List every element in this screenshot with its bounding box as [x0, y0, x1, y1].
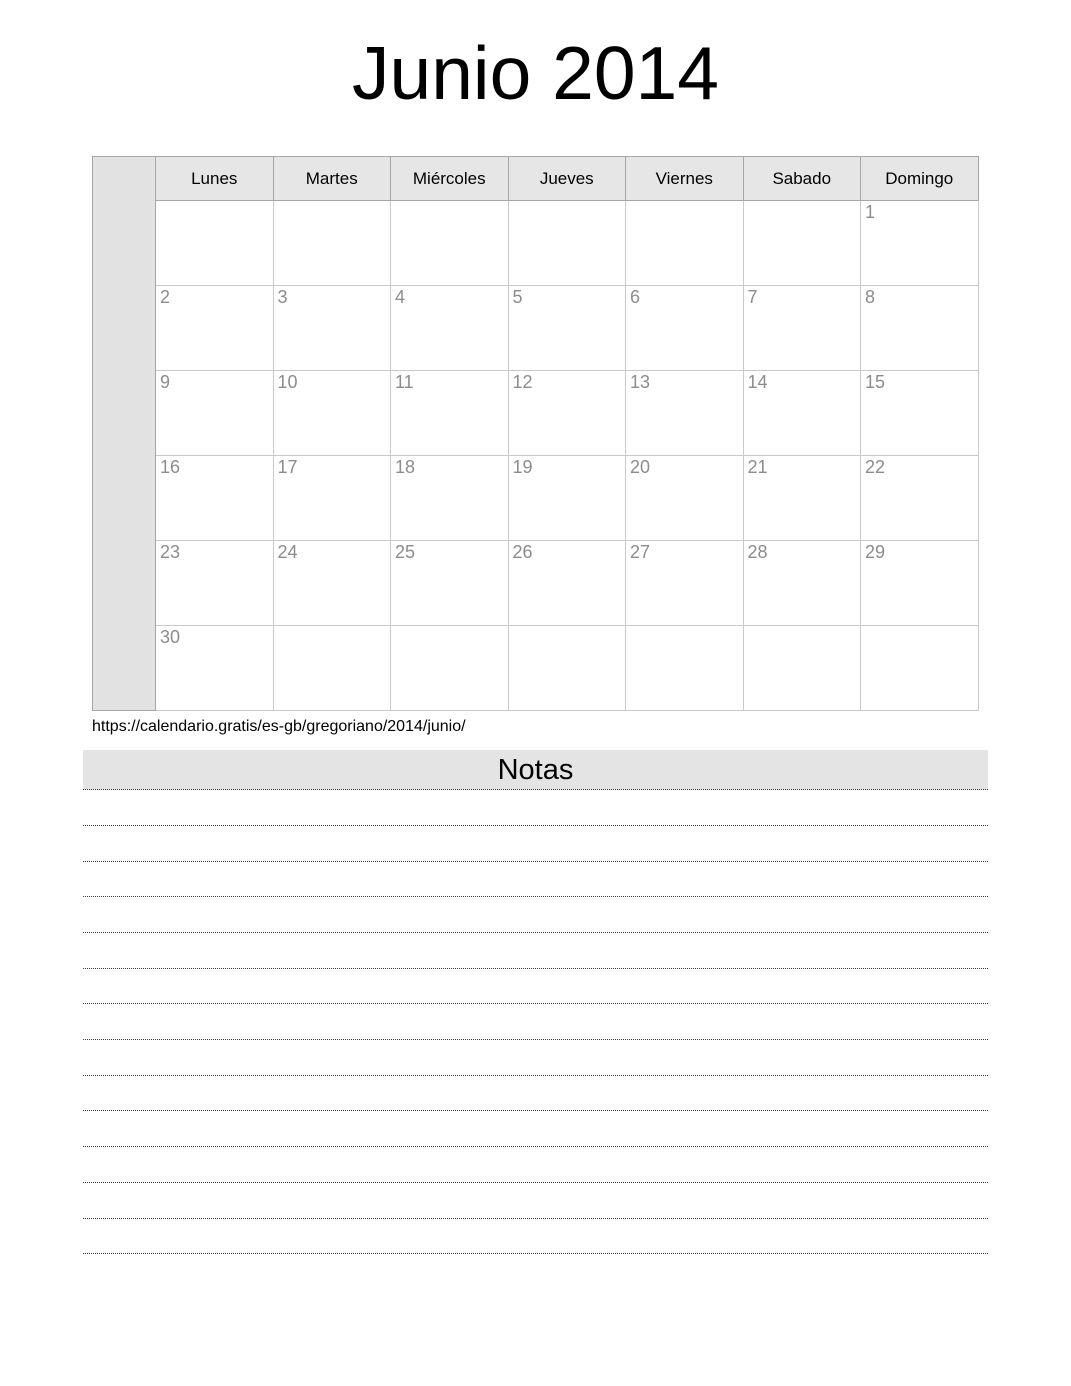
calendar-day-cell: 26 — [508, 541, 626, 626]
day-header-monday: Lunes — [156, 157, 274, 201]
calendar-day-cell: 29 — [861, 541, 979, 626]
note-line — [83, 1147, 988, 1183]
calendar-day-cell: 24 — [273, 541, 391, 626]
week-number-column — [93, 157, 156, 711]
calendar-day-cell — [626, 626, 744, 711]
calendar-day-cell: 19 — [508, 456, 626, 541]
day-header-sunday: Domingo — [861, 157, 979, 201]
calendar-day-cell: 15 — [861, 371, 979, 456]
calendar-day-cell: 30 — [156, 626, 274, 711]
calendar-day-cell: 6 — [626, 286, 744, 371]
calendar-day-cell: 7 — [743, 286, 861, 371]
day-header-tuesday: Martes — [273, 157, 391, 201]
calendar-day-cell — [508, 626, 626, 711]
calendar-day-cell: 25 — [391, 541, 509, 626]
calendar-day-cell — [273, 626, 391, 711]
day-header-friday: Viernes — [626, 157, 744, 201]
calendar-day-cell: 21 — [743, 456, 861, 541]
day-header-wednesday: Miércoles — [391, 157, 509, 201]
note-line — [83, 1219, 988, 1255]
calendar-day-cell: 3 — [273, 286, 391, 371]
calendar-day-cell: 13 — [626, 371, 744, 456]
calendar-day-cell: 16 — [156, 456, 274, 541]
calendar-day-cell — [743, 626, 861, 711]
calendar-day-cell: 1 — [861, 201, 979, 286]
calendar-day-cell — [391, 201, 509, 286]
calendar-table — [92, 156, 979, 711]
note-line — [83, 826, 988, 862]
page-title: Junio 2014 — [352, 31, 719, 115]
calendar-day-cell — [391, 626, 509, 711]
calendar-day-cell — [156, 201, 274, 286]
calendar-day-cell: 14 — [743, 371, 861, 456]
calendar-day-cell: 18 — [391, 456, 509, 541]
calendar-day-cell: 8 — [861, 286, 979, 371]
calendar-day-cell — [626, 201, 744, 286]
calendar-week-row — [93, 456, 979, 541]
calendar-day-cell: 28 — [743, 541, 861, 626]
note-line — [83, 1183, 988, 1219]
calendar-week-row — [93, 371, 979, 456]
note-line — [83, 933, 988, 969]
calendar-week-row — [93, 541, 979, 626]
calendar-week-row — [93, 201, 979, 286]
calendar-day-cell: 20 — [626, 456, 744, 541]
note-line — [83, 1004, 988, 1040]
note-line — [83, 862, 988, 898]
calendar-day-cell: 17 — [273, 456, 391, 541]
note-line — [83, 790, 988, 826]
calendar-day-cell: 22 — [861, 456, 979, 541]
note-line — [83, 1111, 988, 1147]
source-url: https://calendario.gratis/es-gb/gregoriano/2014/junio/ — [92, 718, 466, 736]
note-line — [83, 1040, 988, 1076]
calendar-week-row — [93, 626, 979, 711]
calendar-day-cell: 27 — [626, 541, 744, 626]
calendar-day-cell — [743, 201, 861, 286]
calendar-day-cell: 12 — [508, 371, 626, 456]
calendar-day-cell — [273, 201, 391, 286]
calendar-day-cell: 10 — [273, 371, 391, 456]
note-line — [83, 1076, 988, 1112]
calendar-day-cell: 11 — [391, 371, 509, 456]
calendar-week-row — [93, 286, 979, 371]
day-header-thursday: Jueves — [508, 157, 626, 201]
day-header-saturday: Sabado — [743, 157, 861, 201]
note-line — [83, 897, 988, 933]
calendar-day-cell: 2 — [156, 286, 274, 371]
note-line — [83, 969, 988, 1005]
calendar-day-cell — [861, 626, 979, 711]
calendar-header-row — [93, 157, 979, 201]
calendar-day-cell: 9 — [156, 371, 274, 456]
notes-title: Notas — [83, 750, 988, 790]
calendar-day-cell — [508, 201, 626, 286]
calendar-day-cell: 4 — [391, 286, 509, 371]
notes-section — [83, 750, 988, 1254]
calendar-day-cell: 5 — [508, 286, 626, 371]
notes-lines — [83, 790, 988, 1254]
calendar-day-cell: 23 — [156, 541, 274, 626]
